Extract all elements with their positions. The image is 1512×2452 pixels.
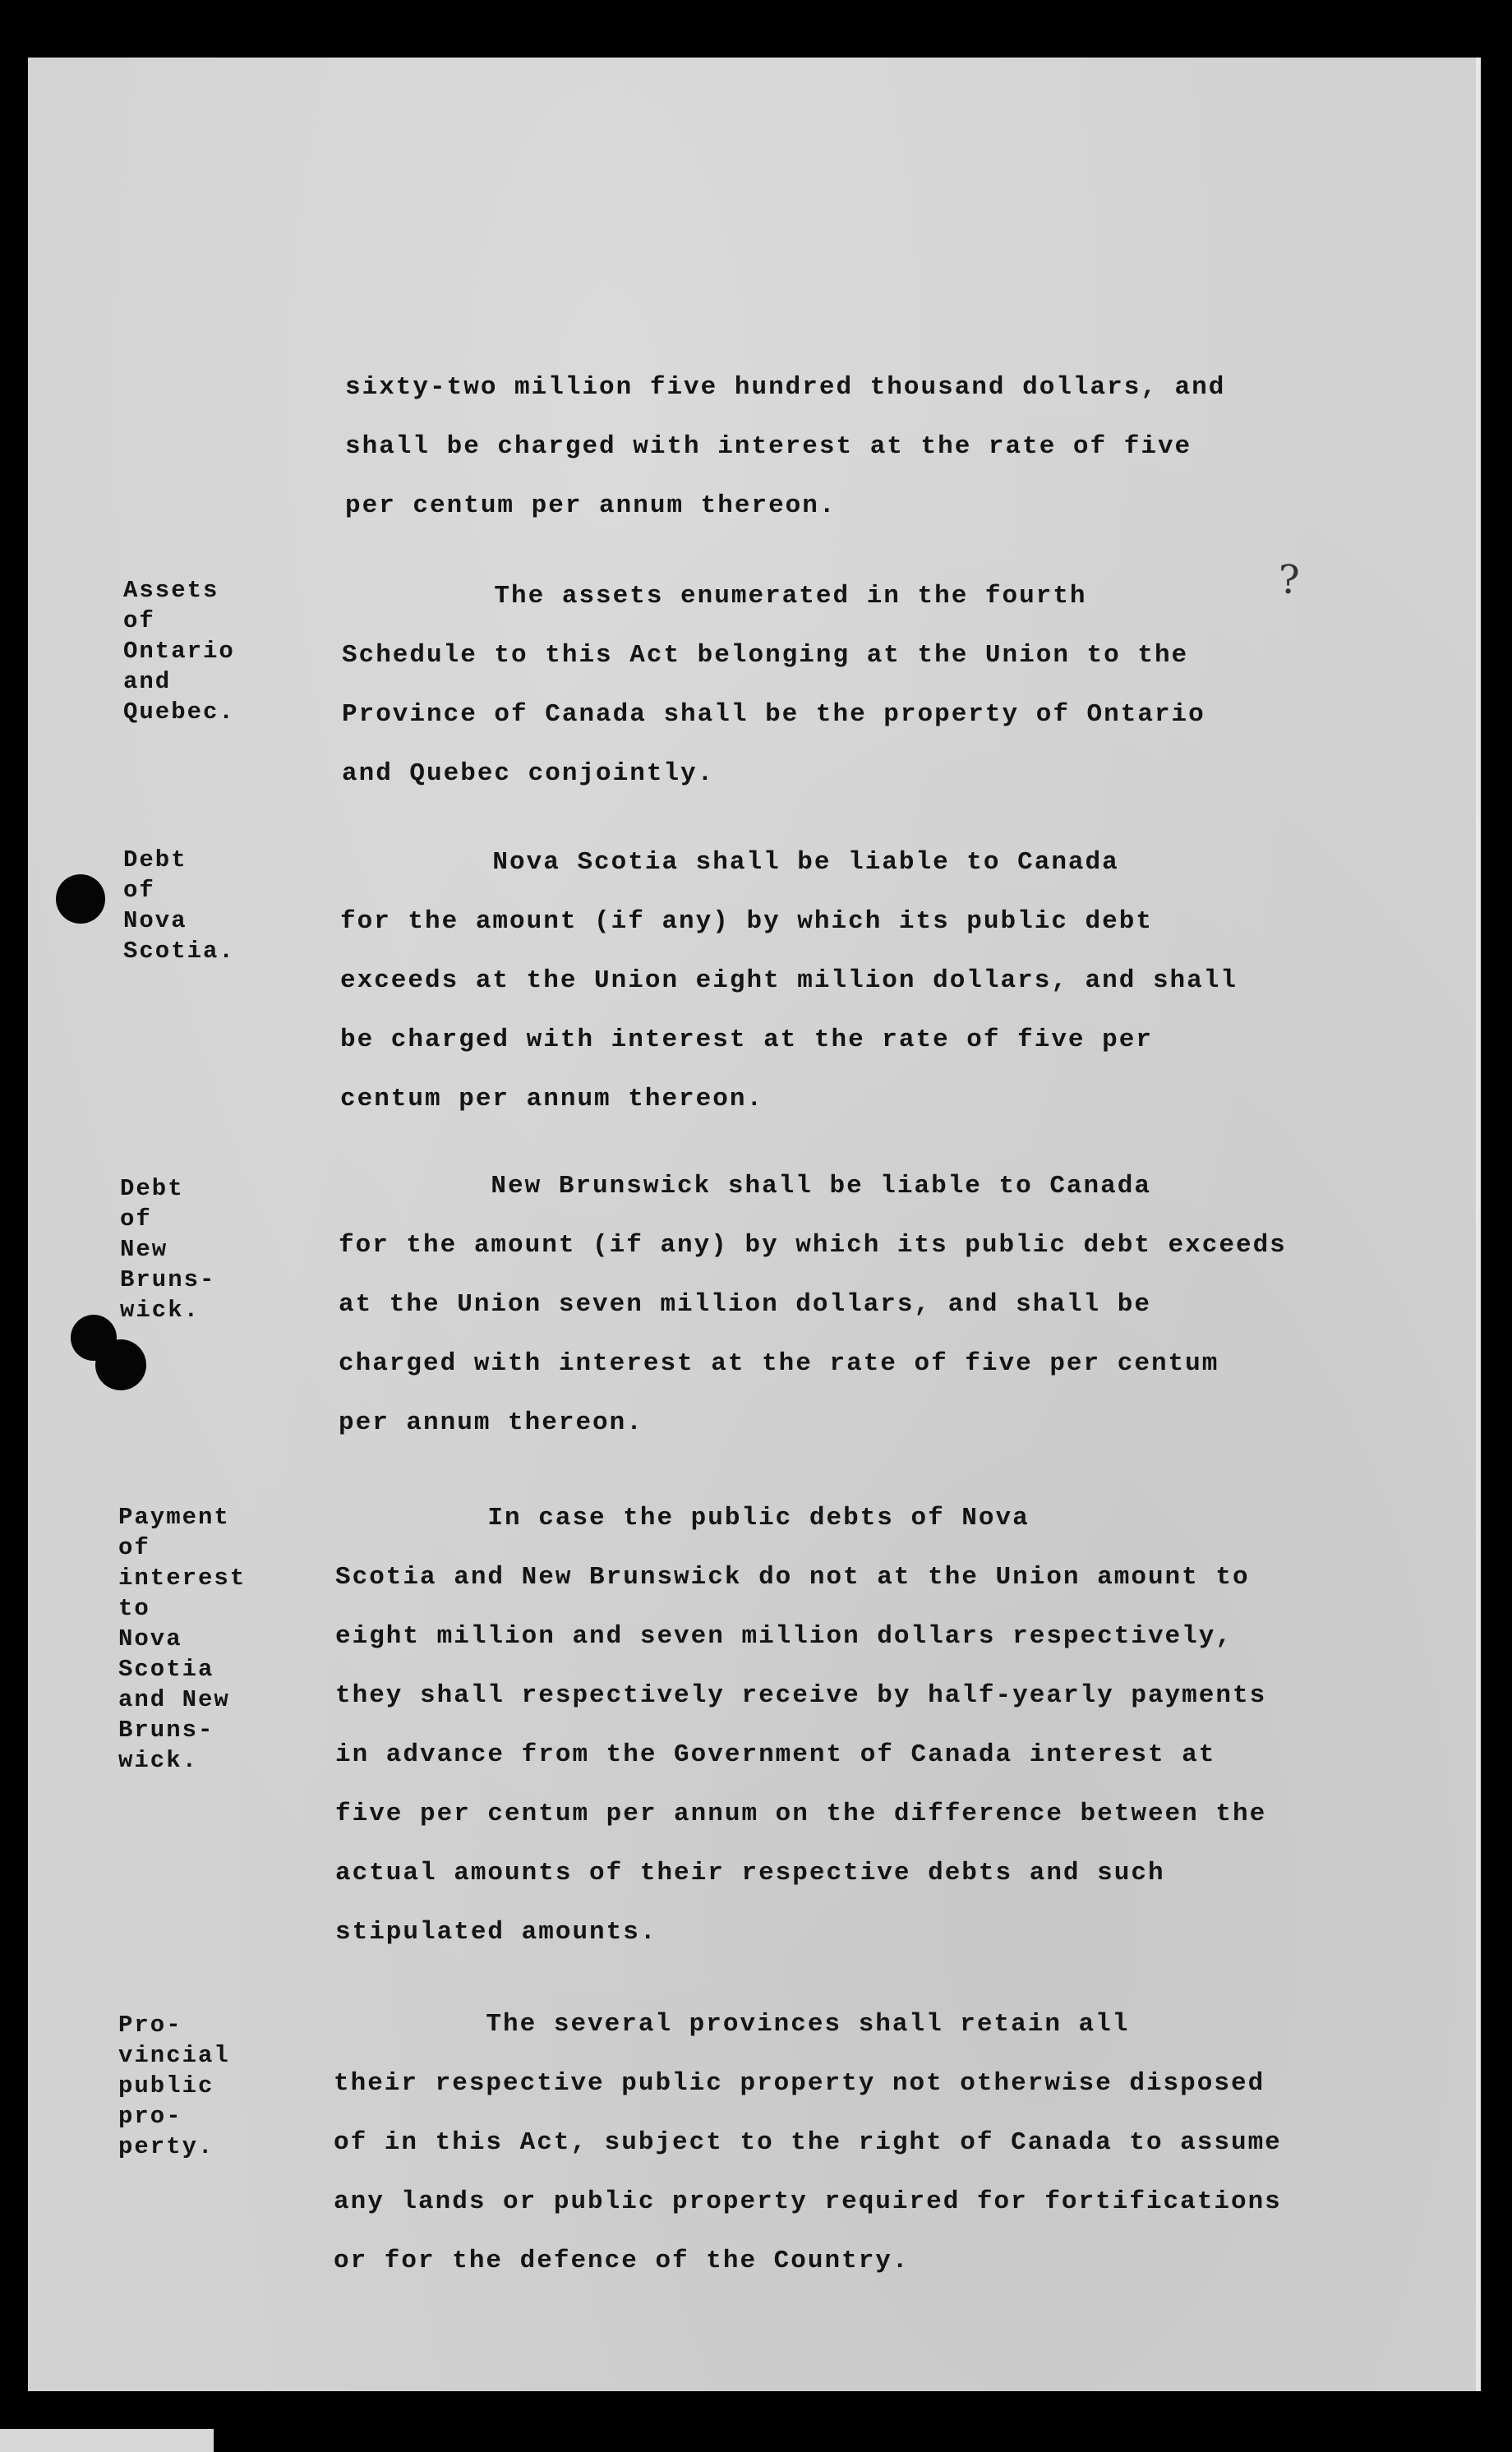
margin-line: Pro-: [118, 2012, 182, 2039]
handwritten-question-mark: ?: [1279, 557, 1300, 603]
paragraph-debt-new-brunswick: [339, 1157, 1287, 1453]
margin-note-provincial-public-property: [118, 2010, 230, 2162]
margin-line: Bruns-: [118, 1717, 214, 1744]
margin-line: and: [123, 668, 172, 695]
text-line: in advance from the Government of Canada interest at: [335, 1740, 1216, 1769]
text-line: and Quebec conjointly.: [342, 759, 715, 788]
text-line: they shall respectively receive by half-yearly payments: [335, 1681, 1267, 1710]
margin-note-debt-new-brunswick: [120, 1173, 215, 1325]
margin-line: of: [123, 877, 155, 904]
text-line: Schedule to this Act belonging at the Union to the: [342, 641, 1189, 670]
margin-line: Payment: [118, 1504, 230, 1531]
margin-line: interest: [118, 1565, 247, 1592]
text-line: be charged with interest at the rate of five per: [340, 1026, 1153, 1054]
margin-line: Nova: [123, 907, 187, 934]
text-line: per centum per annum thereon.: [345, 491, 837, 520]
text-line: Province of Canada shall be the property of Ontario: [342, 700, 1205, 729]
margin-line: wick.: [118, 1747, 199, 1774]
text-line: charged with interest at the rate of five per centum: [339, 1349, 1219, 1378]
margin-line: Debt: [123, 846, 187, 873]
text-line: centum per annum thereon.: [340, 1085, 764, 1113]
paragraph-assets: [342, 567, 1205, 804]
text-line: per annum thereon.: [339, 1408, 643, 1437]
paragraph-provincial-public-property: [334, 1995, 1282, 2291]
margin-line: Nova: [118, 1625, 182, 1652]
margin-line: public: [118, 2072, 214, 2099]
margin-line: perty.: [118, 2133, 214, 2160]
margin-note-payment-of-interest: [118, 1502, 246, 1776]
text-line: New Brunswick shall be liable to Canada: [339, 1172, 1151, 1201]
margin-line: and New: [118, 1686, 230, 1713]
text-line: The assets enumerated in the fourth: [342, 582, 1087, 611]
margin-line: of: [120, 1205, 152, 1233]
margin-line: of: [123, 607, 155, 634]
paragraph-debt-nova-scotia: [340, 833, 1238, 1129]
continuation-paragraph: [345, 358, 1225, 536]
margin-line: Assets: [123, 577, 219, 604]
film-strip-corner: [0, 2429, 214, 2452]
margin-line: of: [118, 1534, 150, 1561]
text-line: shall be charged with interest at the rate of five: [345, 432, 1192, 461]
text-line: exceeds at the Union eight million dollars, and shall: [340, 966, 1238, 995]
page-edge: [1476, 58, 1481, 2391]
text-line: Scotia and New Brunswick do not at the Union amount to: [335, 1563, 1250, 1592]
text-line: five per centum per annum on the difference between the: [335, 1800, 1267, 1828]
margin-line: wick.: [120, 1297, 201, 1324]
margin-line: vincial: [118, 2042, 230, 2069]
margin-line: Bruns-: [120, 1266, 216, 1293]
paragraph-payment-of-interest: [335, 1489, 1266, 1962]
text-line: of in this Act, subject to the right of Canada to assume: [334, 2128, 1282, 2157]
margin-note-assets: [123, 575, 235, 727]
text-line: for the amount (if any) by which its public debt exceeds: [339, 1231, 1287, 1260]
margin-line: to: [118, 1595, 150, 1622]
punch-hole: [56, 874, 105, 924]
margin-line: Ontario: [123, 638, 235, 665]
margin-line: New: [120, 1236, 168, 1263]
text-line: any lands or public property required for fortifications: [334, 2187, 1282, 2216]
margin-line: pro-: [118, 2103, 182, 2130]
margin-line: Debt: [120, 1175, 184, 1202]
text-line: for the amount (if any) by which its public debt: [340, 907, 1153, 936]
text-line: stipulated amounts.: [335, 1918, 657, 1947]
punch-hole: [95, 1339, 146, 1390]
margin-line: Quebec.: [123, 698, 235, 726]
text-line: sixty-two million five hundred thousand dollars, and: [345, 373, 1226, 402]
text-line: at the Union seven million dollars, and shall be: [339, 1290, 1151, 1319]
text-line: The several provinces shall retain all: [334, 2010, 1130, 2039]
text-line: In case the public debts of Nova: [335, 1504, 1030, 1532]
text-line: actual amounts of their respective debts and such: [335, 1859, 1165, 1887]
margin-line: Scotia.: [123, 938, 235, 965]
text-line: eight million and seven million dollars respectively,: [335, 1622, 1233, 1651]
margin-line: Scotia: [118, 1656, 214, 1683]
text-line: Nova Scotia shall be liable to Canada: [340, 848, 1119, 877]
margin-note-debt-nova-scotia: [123, 845, 235, 966]
text-line: their respective public property not otherwise disposed: [334, 2069, 1265, 2098]
text-line: or for the defence of the Country.: [334, 2247, 910, 2275]
